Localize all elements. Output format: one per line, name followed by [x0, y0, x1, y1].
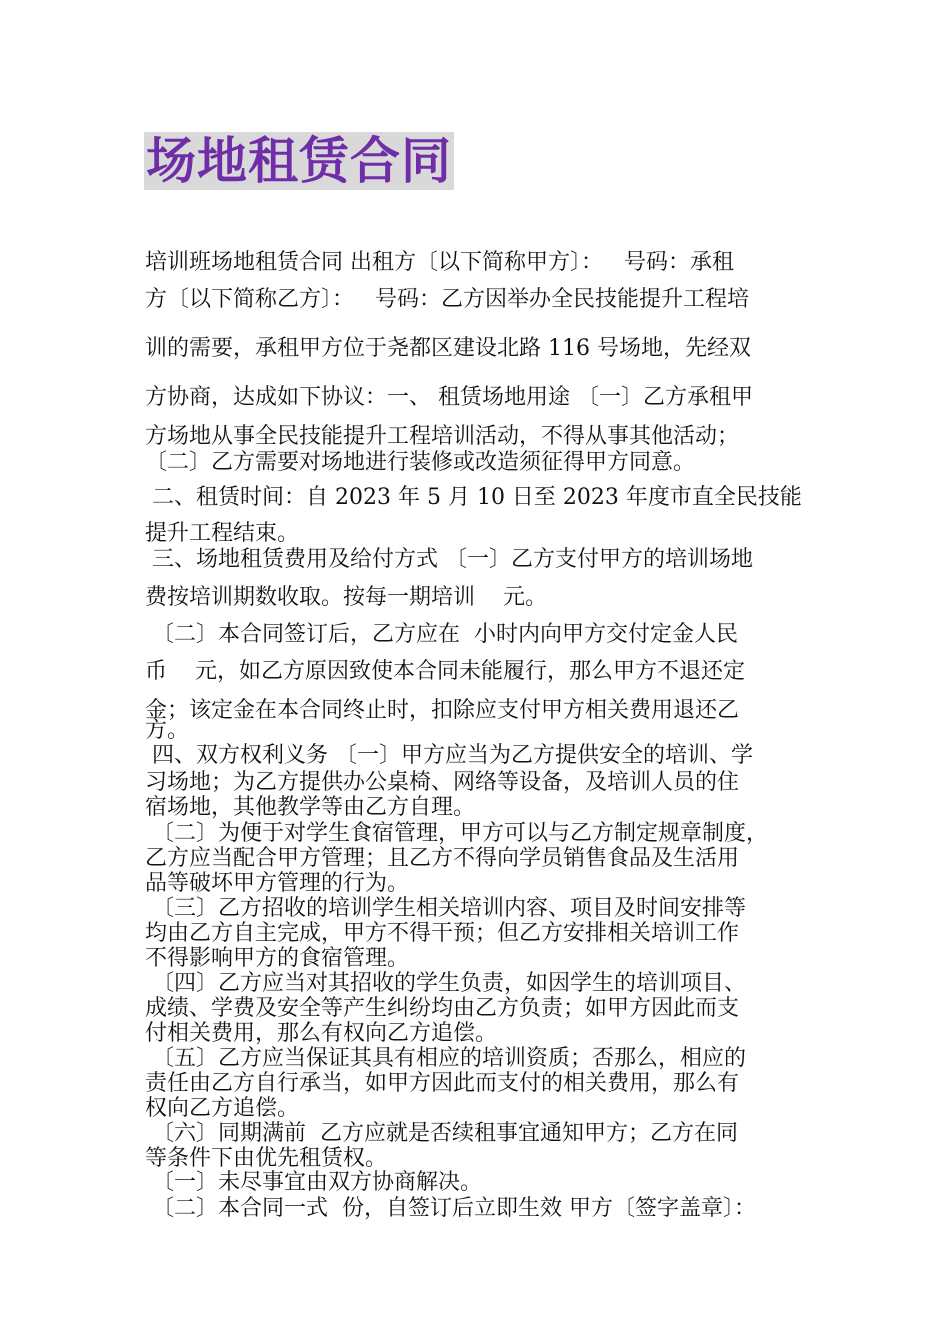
body-line: 付相关费用，那么有权向乙方追偿。	[145, 1021, 498, 1046]
body-line: 方〔以下简称乙方〕： 号码：乙方因举办全民技能提升工程培	[145, 287, 749, 312]
body-line: 宿场地，其他教学等由乙方自理。	[145, 795, 476, 820]
body-line: 均由乙方自主完成，甲方不得干预；但乙方安排相关培训工作	[145, 921, 740, 946]
body-line: 等条件下由优先租赁权。	[145, 1146, 388, 1171]
body-line: 提升工程结束。	[145, 521, 300, 546]
body-line: 权向乙方追偿。	[145, 1096, 300, 1121]
body-line: 币 元，如乙方原因致使本合同未能履行，那么甲方不退还定	[145, 659, 745, 684]
body-line: 〔六〕同期满前 乙方应就是否续租事宜通知甲方；乙方在同	[145, 1121, 738, 1146]
body-line: 成绩、学费及安全等产生纠纷均由乙方负责；如甲方因此而支	[145, 996, 740, 1021]
body-line: 金；该定金在本合同终止时，扣除应支付甲方相关费用退还乙	[145, 698, 740, 723]
body-line: 四、双方权利义务 〔一〕甲方应当为乙方提供安全的培训、学	[145, 743, 753, 768]
body-line: 〔二〕为便于对学生食宿管理，甲方可以与乙方制定规章制度，	[145, 821, 768, 846]
body-line: 〔五〕乙方应当保证其具有相应的培训资质；否那么，相应的	[145, 1046, 746, 1071]
body-line: 二、租赁时间：自 2023 年 5 月 10 日至 2023 年度市直全民技能	[145, 485, 802, 510]
body-line: 〔四〕乙方应当对其招收的学生负责，如因学生的培训项目、	[145, 971, 746, 996]
body-line: 不得影响甲方的食宿管理。	[145, 946, 410, 971]
body-line: 培训班场地租赁合同 出租方〔以下简称甲方〕： 号码：承租	[145, 250, 734, 275]
body-line: 方。	[145, 718, 190, 743]
body-line: 习场地；为乙方提供办公桌椅、网络等设备，及培训人员的住	[145, 770, 740, 795]
body-line: 费按培训期数收取。按每一期培训 元。	[145, 585, 547, 610]
body-line: 〔三〕乙方招收的培训学生相关培训内容、项目及时间安排等	[145, 896, 746, 921]
body-line: 责任由乙方自行承当，如甲方因此而支付的相关费用，那么有	[145, 1071, 740, 1096]
body-line: 〔二〕乙方需要对场地进行装修或改造须征得甲方同意。	[145, 450, 696, 475]
body-line: 乙方应当配合甲方管理；且乙方不得向学员销售食品及生活用	[145, 846, 740, 871]
document-title: 场地租赁合同	[146, 132, 452, 190]
body-line: 〔二〕本合同签订后，乙方应在 小时内向甲方交付定金人民	[145, 622, 738, 647]
body-line: 〔二〕本合同一式 份，自签订后立即生效 甲方〔签字盖章〕：	[145, 1196, 756, 1221]
body-line: 方协商，达成如下协议：一、 租赁场地用途 〔一〕乙方承租甲	[145, 385, 753, 410]
body-line: 三、场地租赁费用及给付方式 〔一〕乙方支付甲方的培训场地	[145, 547, 753, 572]
body-line: 训的需要，承租甲方位于尧都区建设北路 116 号场地，先经双	[145, 336, 751, 361]
body-line: 品等破坏甲方管理的行为。	[145, 871, 410, 896]
body-line: 方场地从事全民技能提升工程培训活动，不得从事其他活动；	[145, 424, 740, 449]
body-line: 〔一〕未尽事宜由双方协商解决。	[145, 1170, 482, 1195]
